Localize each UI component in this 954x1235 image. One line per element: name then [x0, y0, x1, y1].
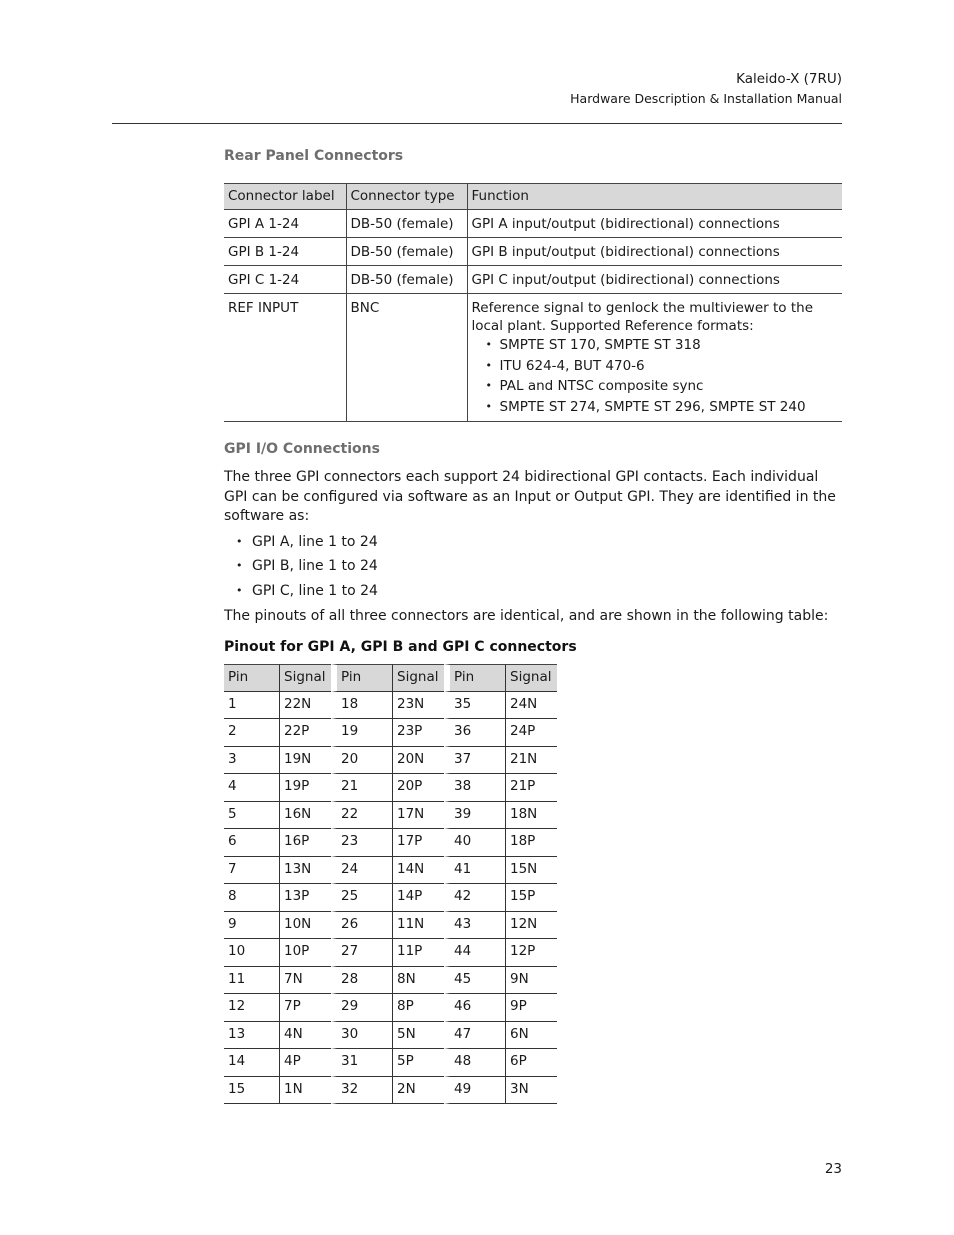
list-item: • GPI C, line 1 to 24 [236, 579, 842, 604]
rear-panel-heading: Rear Panel Connectors [224, 148, 404, 164]
table-row [224, 857, 557, 885]
signal-name: 21N [505, 747, 557, 775]
column-header: Signal [279, 664, 331, 692]
pin-number: 49 [444, 1077, 505, 1105]
signal-name: 16P [279, 829, 331, 857]
gpi-io-heading: GPI I/O Connections [224, 441, 380, 457]
connector-label: GPI A 1-24 [224, 210, 346, 238]
signal-name: 11N [392, 912, 444, 940]
connector-label: GPI C 1-24 [224, 266, 346, 294]
pin-number: 39 [444, 802, 505, 830]
table-row [224, 719, 557, 747]
product-name: Kaleido-X (7RU) [736, 71, 842, 87]
pin-number: 22 [331, 802, 392, 830]
list-item: • SMPTE ST 170, SMPTE ST 318 [486, 335, 839, 356]
signal-name: 1N [279, 1077, 331, 1105]
signal-name: 18N [505, 802, 557, 830]
pin-number: 6 [224, 829, 279, 857]
signal-name: 16N [279, 802, 331, 830]
connector-type: BNC [346, 294, 467, 422]
gpi-list [224, 530, 842, 604]
signal-name: 3N [505, 1077, 557, 1105]
signal-name: 7N [279, 967, 331, 995]
signal-name: 23N [392, 692, 444, 720]
connector-function: GPI A input/output (bidirectional) connections [467, 210, 842, 238]
signal-name: 9P [505, 994, 557, 1022]
header-divider [112, 123, 842, 124]
connector-function: GPI B input/output (bidirectional) connections [467, 238, 842, 266]
signal-name: 7P [279, 994, 331, 1022]
pin-number: 27 [331, 939, 392, 967]
signal-name: 12P [505, 939, 557, 967]
table-row [224, 210, 842, 238]
signal-name: 22P [279, 719, 331, 747]
signal-name: 10P [279, 939, 331, 967]
pin-number: 8 [224, 884, 279, 912]
pin-number: 30 [331, 1022, 392, 1050]
gpi-intro-paragraph: The three GPI connectors each support 24 bidirectional GPI contacts. Each individual GPI can be configured via software as an Input or Output GPI. They are identified in the software as: [224, 469, 836, 524]
pin-number: 14 [224, 1049, 279, 1077]
table-row [224, 1022, 557, 1050]
pin-number: 13 [224, 1022, 279, 1050]
pin-number: 28 [331, 967, 392, 995]
signal-name: 4P [279, 1049, 331, 1077]
table-row [224, 994, 557, 1022]
signal-name: 12N [505, 912, 557, 940]
table-row [224, 774, 557, 802]
table-row [224, 1077, 557, 1105]
column-header: Connector type [346, 184, 467, 210]
table-row [224, 238, 842, 266]
rear-table-header-row [224, 184, 842, 210]
reference-formats-list [472, 335, 839, 417]
pin-number: 25 [331, 884, 392, 912]
signal-name: 14P [392, 884, 444, 912]
table-row [224, 1049, 557, 1077]
table-row [224, 912, 557, 940]
pin-number: 43 [444, 912, 505, 940]
list-item: • SMPTE ST 274, SMPTE ST 296, SMPTE ST 240 [486, 397, 839, 418]
signal-name: 6N [505, 1022, 557, 1050]
signal-name: 20P [392, 774, 444, 802]
signal-name: 10N [279, 912, 331, 940]
pin-number: 19 [331, 719, 392, 747]
pin-number: 9 [224, 912, 279, 940]
pin-number: 24 [331, 857, 392, 885]
pin-number: 37 [444, 747, 505, 775]
table-row [224, 884, 557, 912]
manual-title: Hardware Description & Installation Manual [570, 91, 842, 106]
table-row [224, 939, 557, 967]
pinouts-paragraph: The pinouts of all three connectors are identical, and are shown in the following table: [224, 608, 829, 624]
pin-number: 48 [444, 1049, 505, 1077]
signal-name: 23P [392, 719, 444, 747]
pinout-table [224, 664, 557, 1105]
pin-number: 32 [331, 1077, 392, 1105]
column-header: Signal [505, 664, 557, 692]
table-row [224, 802, 557, 830]
column-header: Pin [444, 664, 505, 692]
signal-name: 4N [279, 1022, 331, 1050]
signal-name: 19P [279, 774, 331, 802]
signal-name: 15P [505, 884, 557, 912]
pin-number: 1 [224, 692, 279, 720]
pin-number: 11 [224, 967, 279, 995]
column-header: Connector label [224, 184, 346, 210]
table-row [224, 747, 557, 775]
signal-name: 15N [505, 857, 557, 885]
pin-number: 38 [444, 774, 505, 802]
pin-number: 35 [444, 692, 505, 720]
signal-name: 5N [392, 1022, 444, 1050]
table-row [224, 692, 557, 720]
signal-name: 24N [505, 692, 557, 720]
connector-type: DB-50 (female) [346, 266, 467, 294]
pin-number: 42 [444, 884, 505, 912]
connector-label: REF INPUT [224, 294, 346, 422]
pin-number: 20 [331, 747, 392, 775]
pin-number: 7 [224, 857, 279, 885]
pin-number: 45 [444, 967, 505, 995]
column-header: Pin [331, 664, 392, 692]
signal-name: 17N [392, 802, 444, 830]
pin-number: 36 [444, 719, 505, 747]
list-item: • GPI A, line 1 to 24 [236, 530, 842, 555]
pin-number: 41 [444, 857, 505, 885]
connector-function: GPI C input/output (bidirectional) connections [467, 266, 842, 294]
pin-number: 5 [224, 802, 279, 830]
signal-name: 8N [392, 967, 444, 995]
pin-number: 3 [224, 747, 279, 775]
signal-name: 13N [279, 857, 331, 885]
signal-name: 19N [279, 747, 331, 775]
pin-number: 40 [444, 829, 505, 857]
signal-name: 2N [392, 1077, 444, 1105]
signal-name: 14N [392, 857, 444, 885]
table-row [224, 266, 842, 294]
pin-number: 15 [224, 1077, 279, 1105]
signal-name: 11P [392, 939, 444, 967]
pin-number: 29 [331, 994, 392, 1022]
signal-name: 5P [392, 1049, 444, 1077]
column-header: Function [467, 184, 842, 210]
signal-name: 22N [279, 692, 331, 720]
signal-name: 24P [505, 719, 557, 747]
connector-type: DB-50 (female) [346, 210, 467, 238]
signal-name: 6P [505, 1049, 557, 1077]
pin-number: 2 [224, 719, 279, 747]
pin-number: 26 [331, 912, 392, 940]
pinout-header-row [224, 664, 557, 692]
signal-name: 8P [392, 994, 444, 1022]
table-row-ref-input [224, 294, 842, 422]
connector-label: GPI B 1-24 [224, 238, 346, 266]
table-row [224, 829, 557, 857]
signal-name: 20N [392, 747, 444, 775]
pin-number: 46 [444, 994, 505, 1022]
pin-number: 21 [331, 774, 392, 802]
signal-name: 18P [505, 829, 557, 857]
column-header: Pin [224, 664, 279, 692]
pin-number: 12 [224, 994, 279, 1022]
pinout-table-caption: Pinout for GPI A, GPI B and GPI C connectors [224, 638, 577, 655]
table-row [224, 967, 557, 995]
ref-function-text: Reference signal to genlock the multiviewer to the local plant. Supported Reference formats: [471, 300, 813, 334]
signal-name: 9N [505, 967, 557, 995]
page-content [224, 146, 842, 1104]
list-item: • PAL and NTSC composite sync [486, 376, 839, 397]
signal-name: 13P [279, 884, 331, 912]
pin-number: 23 [331, 829, 392, 857]
column-header: Signal [392, 664, 444, 692]
signal-name: 17P [392, 829, 444, 857]
signal-name: 21P [505, 774, 557, 802]
pin-number: 44 [444, 939, 505, 967]
connector-type: DB-50 (female) [346, 238, 467, 266]
pin-number: 10 [224, 939, 279, 967]
list-item: • ITU 624-4, BUT 470-6 [486, 356, 839, 377]
list-item: • GPI B, line 1 to 24 [236, 554, 842, 579]
page-number: 23 [824, 1161, 842, 1177]
pin-number: 18 [331, 692, 392, 720]
pin-number: 4 [224, 774, 279, 802]
pin-number: 47 [444, 1022, 505, 1050]
page-header [570, 70, 842, 109]
connector-function [467, 294, 842, 422]
pin-number: 31 [331, 1049, 392, 1077]
rear-panel-table [224, 183, 842, 422]
